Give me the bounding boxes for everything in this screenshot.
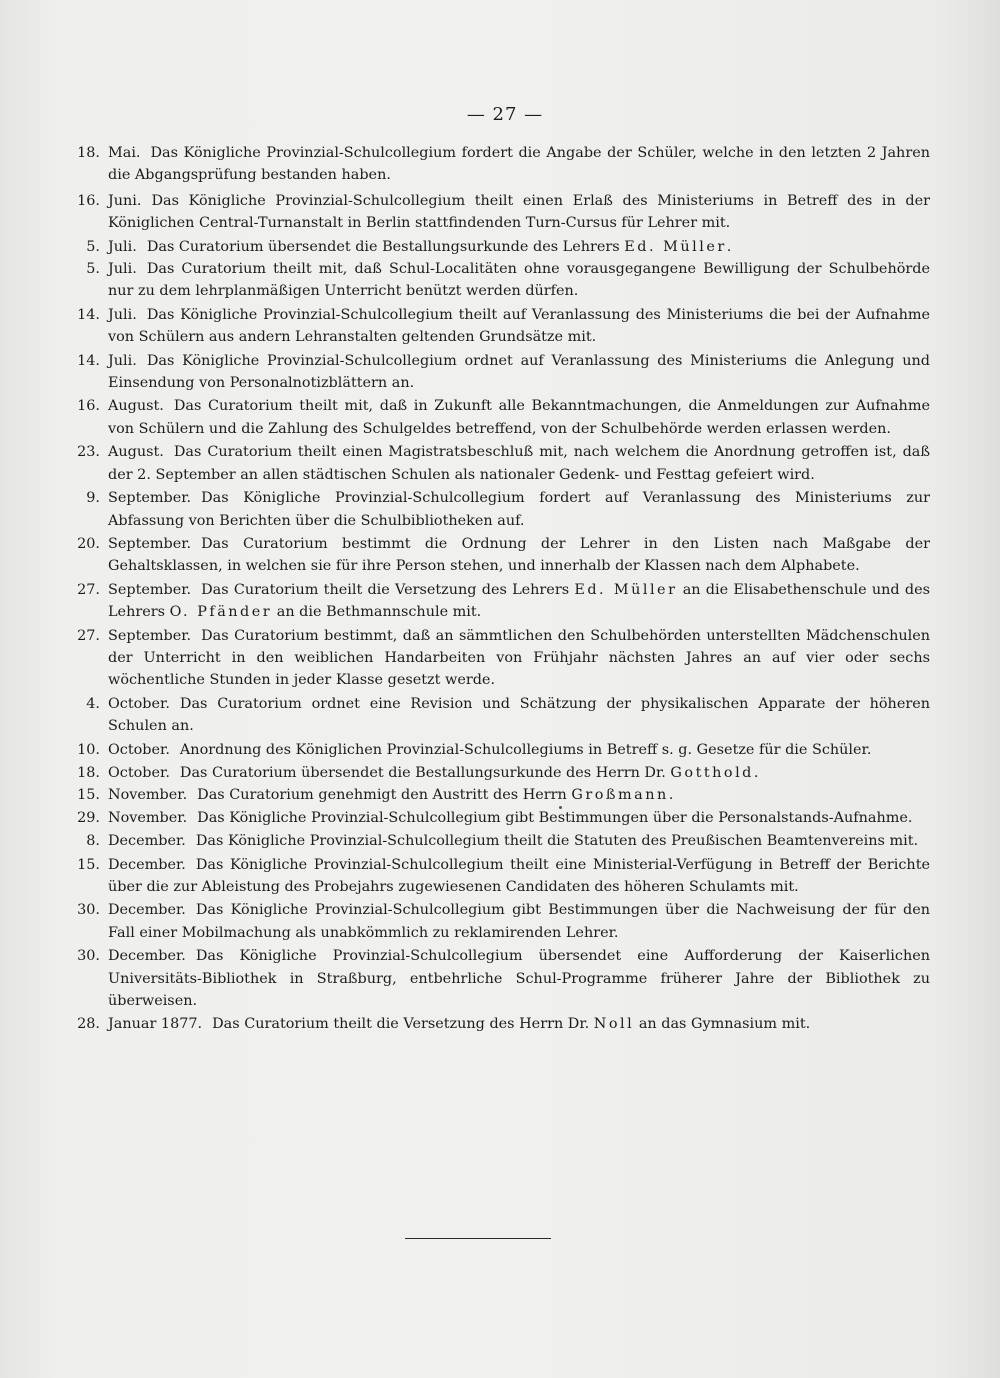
entry-date: Januar 1877. xyxy=(108,1016,203,1033)
entry-text: Das Curatorium übersendet die Bestallungsurkunde des Herrn Dr. xyxy=(179,764,666,781)
entry-date: Juni. xyxy=(108,192,142,209)
entry-text: Das Curatorium theilt die Versetzung des Herrn Dr. xyxy=(212,1016,590,1033)
entry-text: Das Königliche Provinzial-Schulcollegium theilt auf Veranlassung des Ministeriums die bei der Aufnahme von Schülern aus andern Lehranstalten geltenden Grundsätze mit. xyxy=(108,306,930,346)
list-item xyxy=(77,533,930,578)
entry-day: 5. xyxy=(86,261,100,278)
person-name: Großmann xyxy=(571,787,669,804)
entry-date: November. xyxy=(108,787,188,804)
entry-date: August. xyxy=(108,398,164,415)
entry-date: October. xyxy=(108,741,170,758)
entry-date: Mai. xyxy=(108,145,141,161)
entry-date: August. xyxy=(108,444,164,461)
list-item xyxy=(77,854,930,899)
entry-day: 14. xyxy=(77,352,100,369)
entry-text: Das Curatorium theilt mit, daß in Zukunft alle Bekanntmachungen, die Anmeldungen zur Aufnahme von Schülern und die Zahlung des Schulgeldes betreffend, von der Schulbehörde werden erlassen werden. xyxy=(108,398,930,437)
entry-text: Das Königliche Provinzial-Schulcollegium theilt eine Ministerial-Verfügung in Betreff der Berichte über die zur Ableistung des Probejahrs zugewiesenen Candidaten des höheren Schulamts mit. xyxy=(108,856,930,895)
list-item xyxy=(77,784,930,806)
entry-date: November. xyxy=(108,809,188,826)
person-name: Ed. Müller xyxy=(574,581,678,598)
entry-text: Das Curatorium ordnet eine Revision und Schätzung der physikalischen Apparate der höheren Schulen an. xyxy=(108,695,930,735)
entry-text-end: an die Bethmannschule mit. xyxy=(276,604,482,621)
entry-text: Das Königliche Provinzial-Schulcollegium theilt einen Erlaß des Ministeriums in Betreff des in der Königlichen Central-Turnanstalt in Berlin stattfindenden Turn-Cursus für Lehrer mit. xyxy=(108,192,930,232)
entry-day: 27. xyxy=(77,581,100,598)
list-item xyxy=(77,142,930,187)
list-item xyxy=(86,693,930,738)
list-item xyxy=(77,762,930,784)
entry-text: Das Königliche Provinzial-Schulcollegium gibt Bestimmungen über die Personalstands-Aufnahme. xyxy=(197,809,913,826)
entry-date: Juli. xyxy=(108,352,137,369)
entry-day: 28. xyxy=(77,1016,100,1033)
entry-day: 16. xyxy=(77,192,100,209)
list-item xyxy=(77,190,930,235)
entry-text: Das Curatorium bestimmt, daß an sämmtlichen den Schulbehörden unterstellten Mädchenschulen der Unterricht in den weiblichen Handarbeiten von Frühjahr nächsten Jahres an auf vier oder sechs wöchentliche Stunden in jeder Klasse gesetzt werde. xyxy=(108,627,930,689)
entry-day: 15. xyxy=(77,856,100,873)
entry-text-end: . xyxy=(726,238,732,255)
list-item xyxy=(86,258,930,303)
entry-date: Juli. xyxy=(108,238,137,255)
entry-date: September. xyxy=(108,490,192,507)
entry-text: Das Curatorium bestimmt die Ordnung der Lehrer in den Listen nach Maßgabe der Gehaltsklassen, in welchen sie für ihre Person stehen, und innerhalb der Klassen nach dem Alphabete. xyxy=(108,535,930,575)
end-rule xyxy=(405,1238,551,1239)
person-name: Noll xyxy=(593,1016,635,1033)
entry-date: December. xyxy=(108,833,186,850)
entry-date: Juli. xyxy=(108,306,137,323)
list-item xyxy=(77,350,930,395)
entry-day: 29. xyxy=(77,809,100,826)
list-item xyxy=(77,625,930,692)
entry-text: Das Curatorium übersendet die Bestallungsurkunde des Lehrers xyxy=(146,238,620,255)
entry-date: December. xyxy=(108,902,186,919)
entry-text: Anordnung des Königlichen Provinzial-Schulcollegiums in Betreff s. g. Gesetze für die Schüler. xyxy=(179,741,872,758)
chronicle-list xyxy=(0,142,1000,1036)
entry-text: Das Curatorium genehmigt den Austritt des Herrn xyxy=(197,787,567,804)
entry-text: Das Curatorium theilt die Versetzung des Lehrers xyxy=(201,581,570,598)
entry-day: 23. xyxy=(77,444,100,461)
entry-date: October. xyxy=(108,764,170,781)
entry-date: September. xyxy=(108,535,192,552)
entry-day: 5. xyxy=(86,238,100,255)
list-item xyxy=(86,830,930,852)
entry-text: Das Königliche Provinzial-Schulcollegium fordert die Angabe der Schüler, welche in den letzten 2 Jahren die Abgangsprüfung bestanden haben. xyxy=(108,145,930,184)
page-number: — 27 — xyxy=(466,104,544,125)
list-item xyxy=(77,739,930,761)
entry-date: December. xyxy=(108,948,186,965)
list-item xyxy=(77,441,930,486)
entry-text: Das Königliche Provinzial-Schulcollegium ordnet auf Veranlassung des Ministeriums die Anlegung und Einsendung von Personalnotizblättern an. xyxy=(108,352,930,392)
person-name: Gotthold xyxy=(670,764,754,781)
entry-date: December. xyxy=(108,856,186,873)
entry-text: Das Königliche Provinzial-Schulcollegium fordert auf Veranlassung des Ministeriums zur Abfassung von Berichten über die Schulbibliotheken auf. xyxy=(108,490,930,529)
entry-day: 10. xyxy=(77,741,100,758)
entry-day: 27. xyxy=(77,627,100,644)
entry-text: Das Königliche Provinzial-Schulcollegium theilt die Statuten des Preußischen Beamtenvereins mit. xyxy=(195,833,919,850)
entry-day: 4. xyxy=(86,695,100,712)
entry-text-end: . xyxy=(753,764,759,781)
entry-text: Das Königliche Provinzial-Schulcollegium übersendet eine Aufforderung der Kaiserlichen Universitäts-Bibliothek in Straßburg, entbehrliche Schul-Programme früherer Jahre der Bibliothek zu überweisen. xyxy=(108,948,930,1010)
entry-date: September. xyxy=(108,581,192,598)
entry-day: 30. xyxy=(77,902,100,919)
list-item xyxy=(77,395,930,440)
entry-date: September. xyxy=(108,627,192,644)
list-item xyxy=(77,807,930,829)
person-name: O. Pfänder xyxy=(169,604,273,621)
entry-text: Das Curatorium theilt mit, daß Schul-Localitäten ohne vorausgegangene Bewilligung der Schulbehörde nur zu dem lehrplanmäßigen Unterricht benützt werden dürfen. xyxy=(108,261,930,300)
entry-date: October. xyxy=(108,695,170,712)
entry-day: 16. xyxy=(77,398,100,415)
entry-text-mid: an die Elisabethenschule und des Lehrers xyxy=(108,581,930,621)
list-item xyxy=(77,945,930,1012)
entry-text-end: . xyxy=(668,787,674,804)
entry-day: 15. xyxy=(77,787,100,804)
entry-day: 9. xyxy=(86,490,100,507)
entry-day: 14. xyxy=(77,306,100,323)
entry-text-end: an das Gymnasium mit. xyxy=(638,1016,811,1033)
list-item xyxy=(77,899,930,944)
ink-speck xyxy=(559,806,562,809)
entry-day: 20. xyxy=(77,535,100,552)
entry-date: Juli. xyxy=(108,261,137,278)
entry-day: 18. xyxy=(77,145,100,161)
list-item xyxy=(77,304,930,349)
entry-text: Das Curatorium theilt einen Magistratsbeschluß mit, nach welchem die Anordnung getroffen ist, daß der 2. September an allen städtischen Schulen als nationaler Gedenk- und Festtag gefeiert wird. xyxy=(108,444,930,483)
entry-day: 30. xyxy=(77,948,100,965)
list-item xyxy=(77,1013,930,1035)
list-item xyxy=(86,236,930,258)
entry-day: 8. xyxy=(86,833,100,850)
list-item xyxy=(77,579,930,624)
entry-text: Das Königliche Provinzial-Schulcollegium gibt Bestimmungen über die Nachweisung der für den Fall einer Mobilmachung als unabkömmlich zu reklamirenden Lehrer. xyxy=(108,902,930,941)
list-item xyxy=(86,487,930,532)
entry-day: 18. xyxy=(77,764,100,781)
person-name: Ed. Müller xyxy=(624,238,727,255)
